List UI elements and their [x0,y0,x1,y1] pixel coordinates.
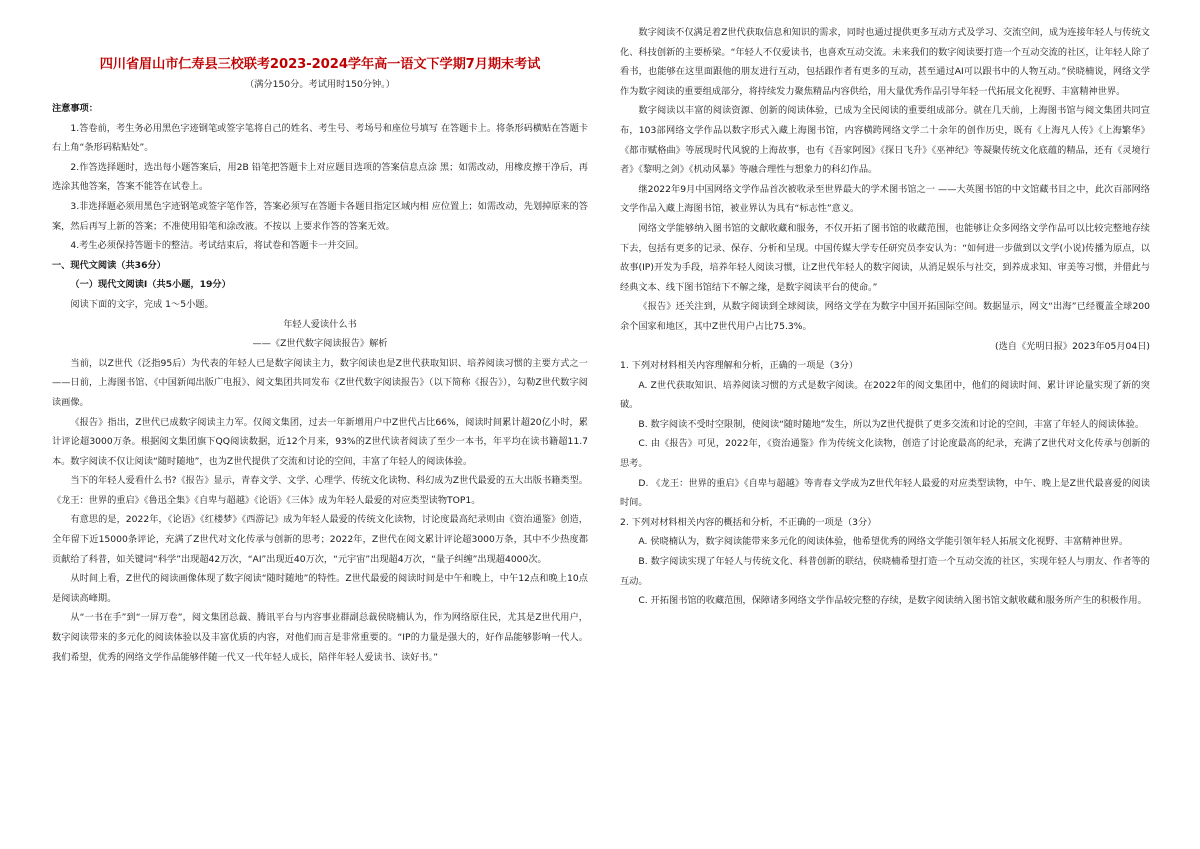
article-paragraph: 当前，以Z世代（泛指95后）为代表的年轻人已是数字阅读主力，数字阅读也是Z世代获取知识、培养阅读习惯的主要方式之一 ——日前，上海图书馆、《中国新闻出版广电报》、阅文集团共同发布《Z世代数字阅读报告》（以下简称《报告》），勾勒Z世代数字阅读画像。 [52,357,588,408]
question-2-option-c: C. 开拓图书馆的收藏范围，保障诸多网络文学作品较完整的存续，是数字阅读纳入图书馆文献收藏和服务所产生的积极作用。 [638,595,1147,607]
question-2: 2. 下列对材料相关内容的概括和分析，不正确的一项是（3分） [620,516,877,528]
article-paragraph: 继2022年9月中国网络文学作品首次被收录至世界最大的学术图书馆之一 ——大英图书馆的中文馆藏书目之中，此次百部网络文学作品入藏上海图书馆，被业界认为具有“标志性”意义。 [620,183,1150,215]
article-paragraph: 《报告》还关注到，从数字阅读到全球阅读，网络文学在为数字中国开拓国际空间。数据显示，网文“出海”已经覆盖全球200余个国家和地区，其中Z世代用户占比75.3%。 [620,301,1150,332]
question-1: 1. 下列对材料相关内容理解和分析，正确的一项是（3分） [620,360,859,372]
exam-title: 四川省眉山市仁寿县三校联考2023-2024学年高一语文下学期7月期末考试 [99,57,541,72]
subsection-heading: （一）现代文阅读I（共5小题，19分） [70,279,231,291]
reading-instruction: 阅读下面的文字，完成 1～5小题。 [70,298,214,310]
article-paragraph: 从时间上看，Z世代的阅读画像体现了数字阅读“随时随地”的特性。Z世代最爱的阅读时间是中午和晚上，中午12点和晚上10点是阅读高峰期。 [52,573,588,604]
question-1-option-d: D. 《龙王：世界的重启》《自卑与超越》等青春文学成为Z世代年轻人最爱的对应类型读物，中午、晚上是Z世代最喜爱的阅读时间。 [620,477,1150,509]
article-subtitle: ——《Z世代数字阅读报告》解析 [252,338,388,350]
article-paragraph: 数字阅读以丰富的阅读资源、创新的阅读体验，已成为全民阅读的重要组成部分。就在几天前，上海图书馆与阅文集团共同宣布，103部网络文学作品以数字形式入藏上海图书馆，内容横跨网络文学二十余年的创作历史，既有《上海凡人传》《上海繁华》《都市赋格曲》等展现时代风貌的上海故事，也有《吾家阿囡》《探日飞升》《巫神纪》等凝聚传统文化底蕴的精品，还有《灵境行者》《黎明之剑》《机动风暴》等融合理性与想象力的科幻作品。 [620,105,1150,176]
notice-item: 3.非选择题必须用黑色字迹钢笔或签字笔作答，答案必须写在答题卡各题目指定区域内相 应位置上；如需改动，先划掉原来的答案，然后再写上新的答案；不准使用铅笔和涂改液。不按以 上要求作答的答案无效。 [52,200,588,232]
question-1-option-c: C. 由《报告》可见，2022年，《资治通鉴》作为传统文化读物，创造了讨论度最高的纪录，充满了Z世代对文化传承与创新的思考。 [620,438,1150,470]
question-2-option-b: B. 数字阅读实现了年轻人与传统文化、科普创新的联结，侯晓楠希望打造一个互动交流的社区，实现年轻人与朋友、作者等的互动。 [620,556,1150,587]
right-column [620,0,1150,611]
exam-subtitle: （满分150分。考试用时150分钟。） [245,79,395,90]
article-paragraph: 从“一书在手”到“一屏万卷”，阅文集团总裁、腾讯平台与内容事业群副总裁侯晓楠认为，作为网络原住民，尤其是Z世代用户，数字阅读带来的多元化的阅读体验以及丰富优质的内容，对他们而言是非常重要的。“IP的力量是强大的，好作品能够影响一代人。我们希望，优秀的网络文学作品能够伴随一代又一代年轻人成长，陪伴年轻人爱读书、读好书。” [52,612,588,663]
article-paragraph: 网络文学能够纳入图书馆的文献收藏和服务，不仅开拓了图书馆的收藏范围，也能够让众多网络文学作品可以比较完整地存续下去，包括有更多的记录、保存、分析和呈现。中国传媒大学专任研究员李安认为：“如何进一步做到以文学(小说)传播为原点，以故事(IP)开发为手段，培养年轻人阅读习惯，让Z世代年轻人的数字阅读，从消足娱乐与社交，到养成求知、审美等习惯，并借此与经典文本、线下图书馆结下不解之缘，是数字阅读平台的使命。” [620,222,1150,293]
notice-heading: 注意事项： [52,103,98,114]
article-title: 年轻人爱读什么书 [283,318,357,330]
question-1-option-b: B. 数字阅读不受时空限制，使阅读“随时随地”发生，所以为Z世代提供了更多交流和讨论的空间，丰富了年轻人的阅读体验。 [638,418,1145,430]
notice-item: 2.作答选择题时，选出每小题答案后，用2B 铅笔把答题卡上对应题目选项的答案信息点涂 黑；如需改动，用橡皮擦干净后，再选涂其他答案，答案不能答在试卷上。 [52,161,588,193]
left-column [52,0,588,667]
question-2-option-a: A. 侯晓楠认为，数字阅读能带来多元化的阅读体验，他希望优秀的网络文学能引领年轻人拓展文化视野、丰富精神世界。 [638,536,1129,548]
article-paragraph: 当下的年轻人爱看什么书?《报告》显示，青春文学、文学、心理学、传统文化读物、科幻成为Z世代最爱的五大出版书籍类型。《龙王：世界的重启》《鲁迅全集》《自卑与超越》《论语》《三体》成为年轻人最爱的对应类型读物TOP1。 [52,475,588,506]
question-1-option-a: A. Z世代获取知识、培养阅读习惯的方式是数字阅读。在2022年的阅文集团中，他们的阅读时间、累计评论量实现了新的突破。 [620,379,1150,411]
article-paragraph: 数字阅读不仅满足着Z世代获取信息和知识的需求，同时也通过提供更多互动方式及学习、交流空间，成为连接年轻人与传统文化、科技创新的主要桥梁。“年轻人不仅爱读书，也喜欢互动交流。未来我们的数字阅读要打造一个互动交流的社区，让年轻人除了看书，也能够在这里面跟他的朋友进行互动，包括跟作者有更多的互动，甚至通过AI可以跟书中的人物互动。”侯晓楠说，网络文学作为数字阅读的重要组成部分，将持续发力聚焦精品内容供给，用大量优秀作品引导年轻一代拓展文化视野、丰富精神世界。 [620,27,1150,97]
article-paragraph: 有意思的是，2022年，《论语》《红楼梦》《西游记》成为年轻人最爱的传统文化读物，讨论度最高纪录则由《资治通鉴》创造，全年留下近15000条评论，充满了Z世代对文化传承与创新的思考；2022年，Z世代在阅文累计评论超3000万条，其中不少热度都贡献给了科普，如关键词“科学”出现超42万次，“AI”出现近40万次，“元宇宙”出现超4万次，“量子纠缠”出现超4000次。 [52,514,588,565]
notice-item: 4.考生必须保持答题卡的整洁。考试结束后，将试卷和答题卡一并交回。 [70,240,364,252]
article-paragraph: 《报告》指出，Z世代已成数字阅读主力军。仅阅文集团，过去一年新增用户中Z世代占比66%，阅读时间累计超20亿小时，累计评论超3000万条。根据阅文集团旗下QQ阅读数据，近12个月来，93%的Z世代读者阅读了至少一本书，年平均在读书籍超11.7本。数字阅读不仅让阅读“随时随地”，也为Z世代提供了交流和讨论的空间，丰富了年轻人的阅读体验。 [52,416,588,467]
article-source: (选自《光明日报》2023年05月04日) [995,340,1150,352]
notice-item: 1.答卷前，考生务必用黑色字迹钢笔或签字笔将自己的姓名、考生号、考场号和座位号填写 在答题卡上。将条形码横贴在答题卡右上角“条形码粘贴处”。 [52,122,588,154]
section-heading: 一、现代文阅读（共36分） [52,259,166,271]
